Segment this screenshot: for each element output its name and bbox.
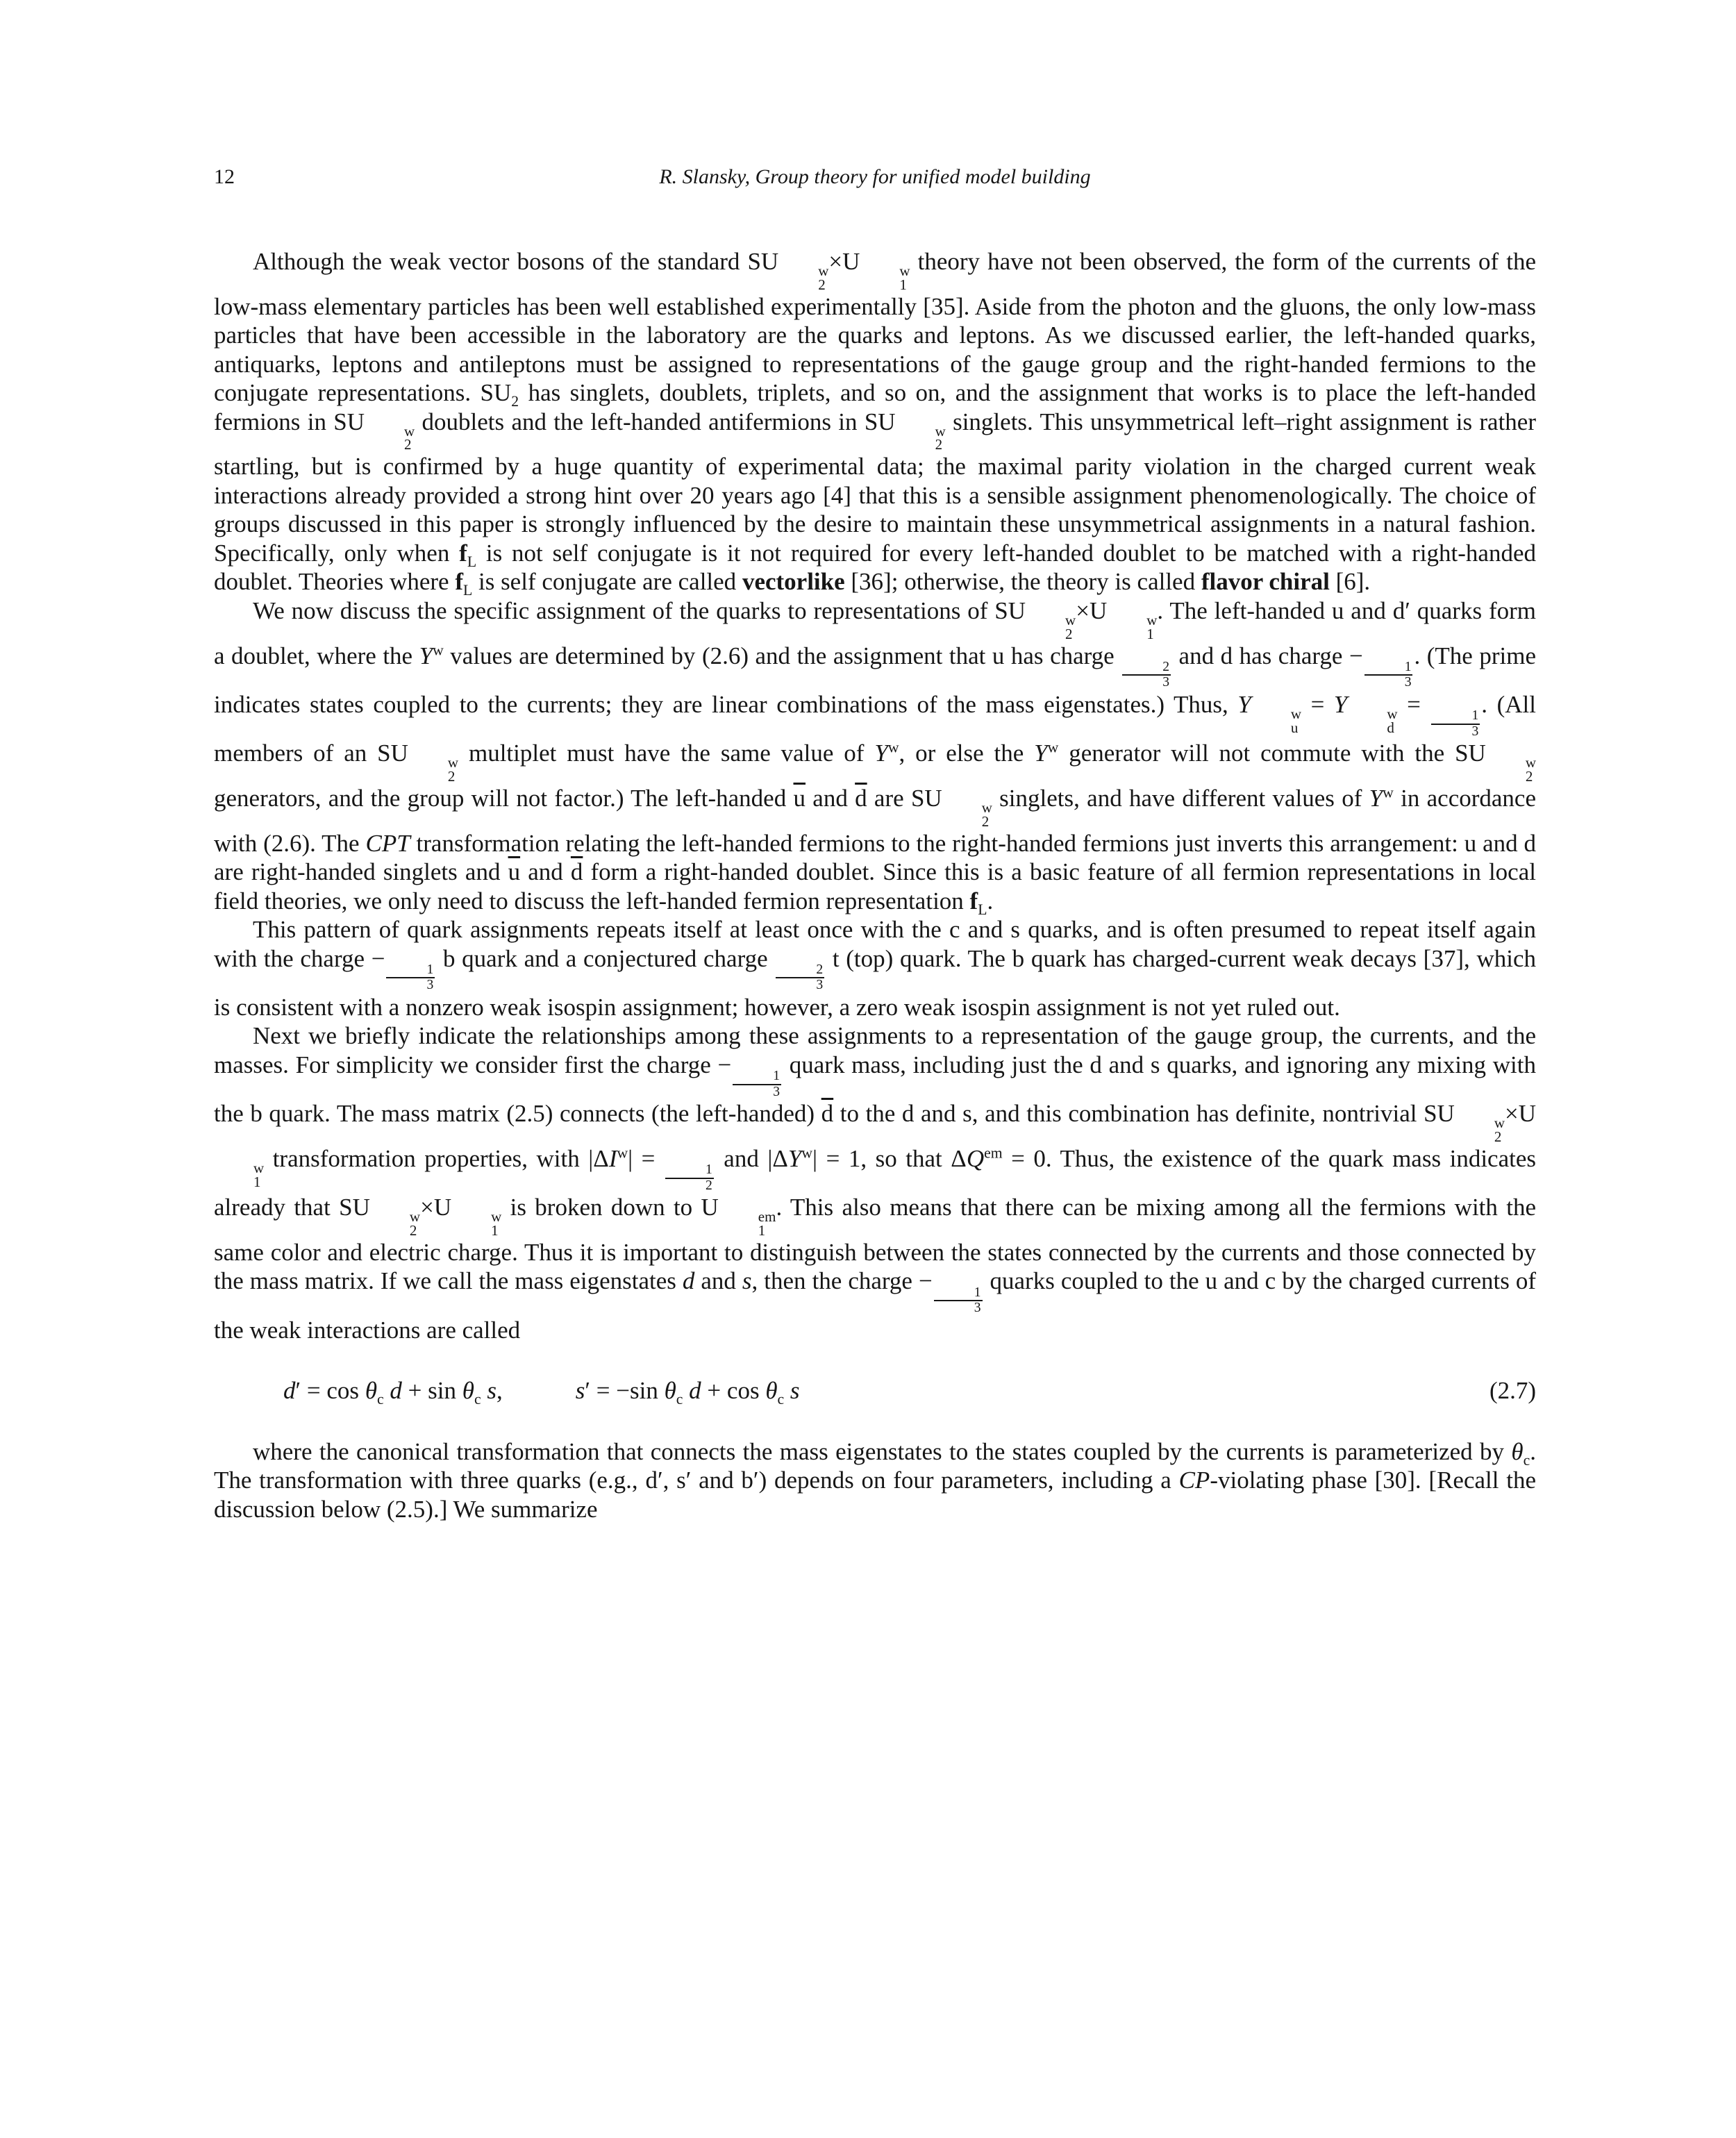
page-number: 12 bbox=[214, 165, 235, 188]
paragraph-2: We now discuss the specific assignment of the quarks to representations of SU w 2 ×U w 1 . The left-handed u and d′ quarks form a doublet, where the $Y^w$ values are determined by (2.6) and the assignment that u has charge $\frac{2}{3}$ and d has charge − $\frac{1}{3}$ . (The prime indicates states coupled to the currents; they are linear combinations of the mass eigenstates.) Thus, Y w u = Y w d = $\frac{1}{3}$ . (All members of an SU w 2 multiplet must have the same value of $Y^w$, or else the $Y^w$ generator will not commute with the SU w 2 generators, and the group will not factor.) The left-handed $\overline{u}$ and $\overline{d}$ are SU w 2 singlets, and have different values of $Y^w$ in accordance with (2.6). The CPT transformation relating the left-handed fermions to the right-handed fermions just inverts this arrangement: u and d are right-handed singlets and $\overline{u}$ and $\overline{d}$ form a right-handed doublet. Since this is a basic feature of all fermion representations in local field theories, we only need to discuss the left-handed fermion representation $f_L$. bbox=[214, 596, 1537, 918]
equation-number: (2.7) bbox=[1489, 1377, 1536, 1405]
paragraph-3: This pattern of quark assignments repeats itself at least once with the c and s quarks, and is often presumed to repeat itself again with the charge − $\frac{1}{3}$ b quark and a conjectured charge $\frac{2}{3}$ t (top) quark. The b quark has charged-current weak decays [37], which is consistent with a nonzero weak isospin assignment; however, a zero weak isospin assignment is not yet ruled out. bbox=[214, 916, 1536, 1021]
paragraph-5: where the canonical transformation that connects the mass eigenstates to the states coupled by the currents is parameterized by $\theta_c$. The transformation with three quarks (e.g., d′, s′ and b′) depends on four parameters, including a CP-violating phase [30]. [Recall the discussion below (2.5).] We summarize bbox=[214, 1437, 1536, 1523]
equation-2-7 bbox=[283, 1376, 1536, 1408]
paragraph-1: Although the weak vector bosons of the standard SU w 2 ×U w 1 theory have not been observed, the form of the currents of the low-mass elementary particles has been well established experimentally [35]. Aside from the photon and the gluons, the only low-mass particles that have been accessible in the laboratory are the quarks and leptons. As we discussed earlier, the left-handed quarks, antiquarks, leptons and antileptons must be assigned to representations of the gauge group and the right-handed fermions to the conjugate representations. $SU_2$ has singlets, doublets, triplets, and so on, and the assignment that works is to place the left-handed fermions in SU w 2 doublets and the left-handed antifermions in SU w 2 singlets. This unsymmetrical left–right assignment is rather startling, but is confirmed by a huge quantity of experimental data; the maximal parity violation in the charged current weak interactions already provided a strong hint over 20 years ago [4] that this is a sensible assignment phenomenologically. The choice of groups discussed in this paper is strongly influenced by the desire to maintain these unsymmetrical assignments in a natural fashion. Specifically, only when $f_L$ is not self conjugate is it not required for every left-handed doublet to be matched with a right-handed doublet. Theories where $f_L$ is self conjugate are called vectorlike [36]; otherwise, the theory is called flavor chiral [6]. bbox=[214, 248, 1537, 599]
page-header bbox=[214, 165, 1536, 193]
equation-body: $d' = \cos \theta_c$ $d + \sin \theta_c$ s, s′ = −sin $\theta_c$ $d + \cos \theta_c$ s bbox=[283, 1377, 800, 1408]
paragraph-4: Next we briefly indicate the relationships among these assignments to a representation of the gauge group, the currents, and the masses. For simplicity we consider first the charge − $\frac{1}{3}$ quark mass, including just the d and s quarks, and ignoring any mixing with the b quark. The mass matrix (2.5) connects (the left-handed) $\overline{d}$ to the d and s, and this combination has definite, nontrivial SU w 2 ×U w 1 transformation properties, with $|\Delta I^w|$ = $\frac{1}{2}$ and $|\Delta Y^w| = 1$, so that $\Delta Q^{em} = 0$. Thus, the existence of the quark mass indicates already that SU w 2 ×U w 1 is broken down to U em 1 . This also means that there can be mixing among all the fermions with the same color and electric charge. Thus it is important to distinguish between the states connected by the currents and those connected by the mass matrix. If we call the mass eigenstates d and s, then the charge − $\frac{1}{3}$ quarks coupled to the u and c by the charged currents of the weak interactions are called bbox=[214, 1022, 1537, 1344]
running-head: R. Slansky, Group theory for unified model building bbox=[659, 165, 1091, 188]
page-content bbox=[214, 247, 1536, 1523]
